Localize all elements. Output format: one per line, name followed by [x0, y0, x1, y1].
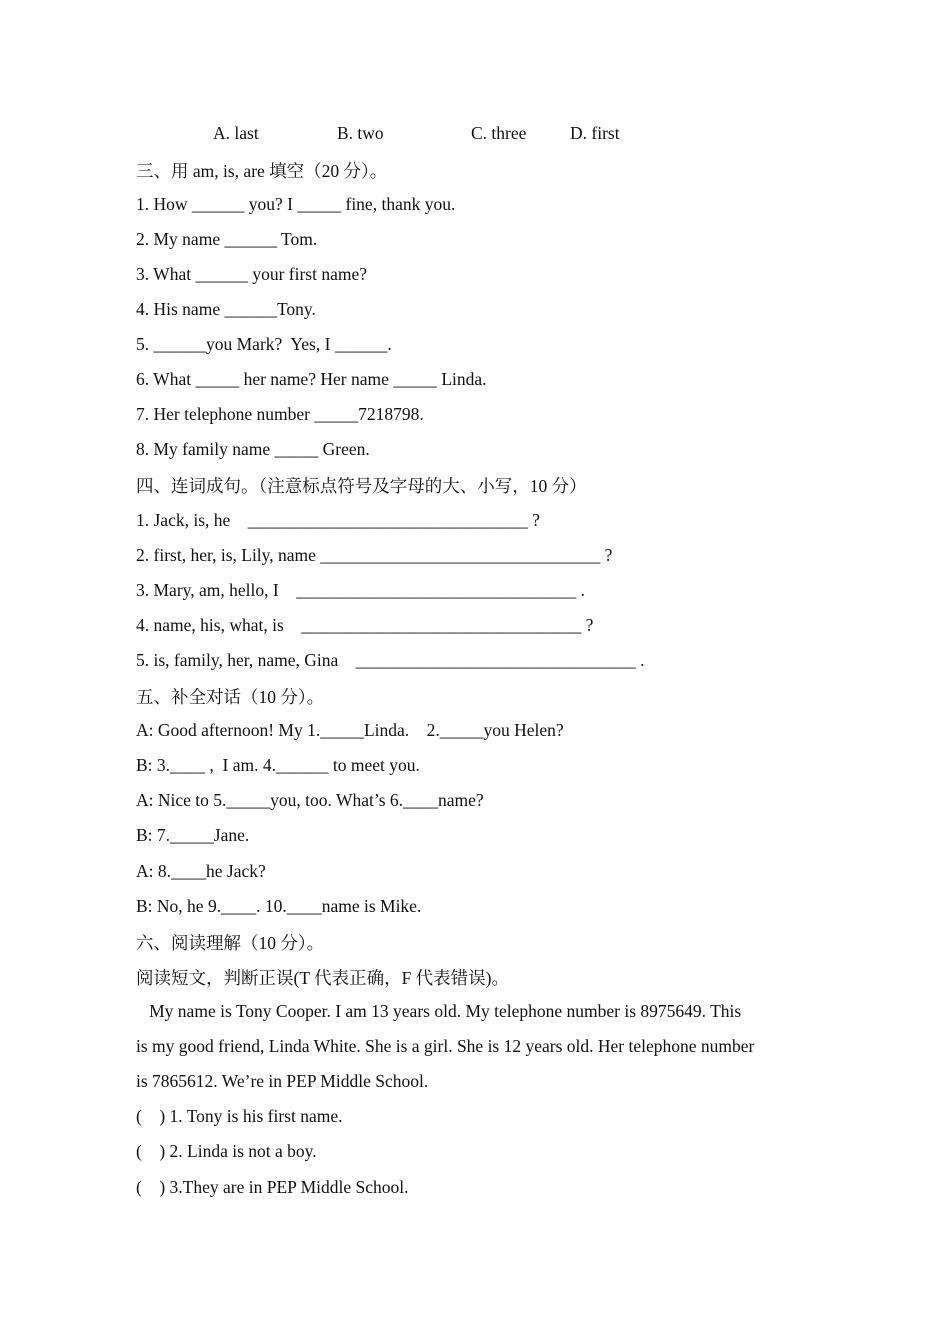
- section-3-item-3: 3. What ______ your first name?: [136, 264, 368, 284]
- dialogue-line-3: A: Nice to 5._____you, too. What’s 6.____name?: [136, 790, 484, 810]
- judgement-question-3: ( ) 3.They are in PEP Middle School.: [136, 1177, 409, 1197]
- section-4-item-4: 4. name, his, what, is ________________________________ ?: [136, 615, 594, 635]
- section-4-item-3: 3. Mary, am, hello, I ________________________________ .: [136, 580, 585, 600]
- judgement-question-1: ( ) 1. Tony is his first name.: [136, 1106, 343, 1126]
- dialogue-line-2: B: 3.____ , I am. 4.______ to meet you.: [136, 755, 420, 775]
- option-c: C. three: [471, 123, 527, 143]
- passage-line-2: is my good friend, Linda White. She is a girl. She is 12 years old. Her telephone number: [136, 1036, 755, 1056]
- passage-line-1: My name is Tony Cooper. I am 13 years old. My telephone number is 8975649. This: [136, 1001, 742, 1021]
- option-d: D. first: [570, 123, 620, 143]
- option-a: A. last: [213, 123, 259, 143]
- section-3-item-2: 2. My name ______ Tom.: [136, 229, 318, 249]
- section-3-item-4: 4. His name ______Tony.: [136, 299, 316, 319]
- section-3-item-7: 7. Her telephone number _____7218798.: [136, 404, 424, 424]
- section-3-item-6: 6. What _____ her name? Her name _____ Linda.: [136, 369, 487, 389]
- section-3-item-8: 8. My family name _____ Green.: [136, 439, 370, 459]
- section-3-title: 三、用 am, is, are 填空（20 分）。: [136, 161, 388, 181]
- section-5-title: 五、补全对话（10 分）。: [136, 687, 325, 707]
- section-6-title: 六、阅读理解（10 分）。: [136, 933, 325, 953]
- passage-line-3: is 7865612. We’re in PEP Middle School.: [136, 1071, 429, 1091]
- section-3-item-5: 5. ______you Mark? Yes, I ______.: [136, 334, 392, 354]
- section-3-item-1: 1. How ______ you? I _____ fine, thank you.: [136, 194, 456, 214]
- dialogue-line-4: B: 7._____Jane.: [136, 825, 250, 845]
- dialogue-line-1: A: Good afternoon! My 1._____Linda. 2._____you Helen?: [136, 720, 564, 740]
- judgement-question-2: ( ) 2. Linda is not a boy.: [136, 1141, 317, 1161]
- section-6-instruction: 阅读短文，判断正误(T 代表正确，F 代表错误)。: [136, 968, 510, 988]
- section-4-item-5: 5. is, family, her, name, Gina ________________________________ .: [136, 650, 645, 670]
- section-4-item-2: 2. first, her, is, Lily, name ________________________________ ?: [136, 545, 613, 565]
- dialogue-line-5: A: 8.____he Jack?: [136, 861, 266, 881]
- section-4-title: 四、连词成句。（注意标点符号及字母的大、小写，10 分）: [136, 476, 587, 496]
- option-b: B. two: [337, 123, 384, 143]
- section-4-item-1: 1. Jack, is, he ________________________________ ?: [136, 510, 540, 530]
- dialogue-line-6: B: No, he 9.____. 10.____name is Mike.: [136, 896, 422, 916]
